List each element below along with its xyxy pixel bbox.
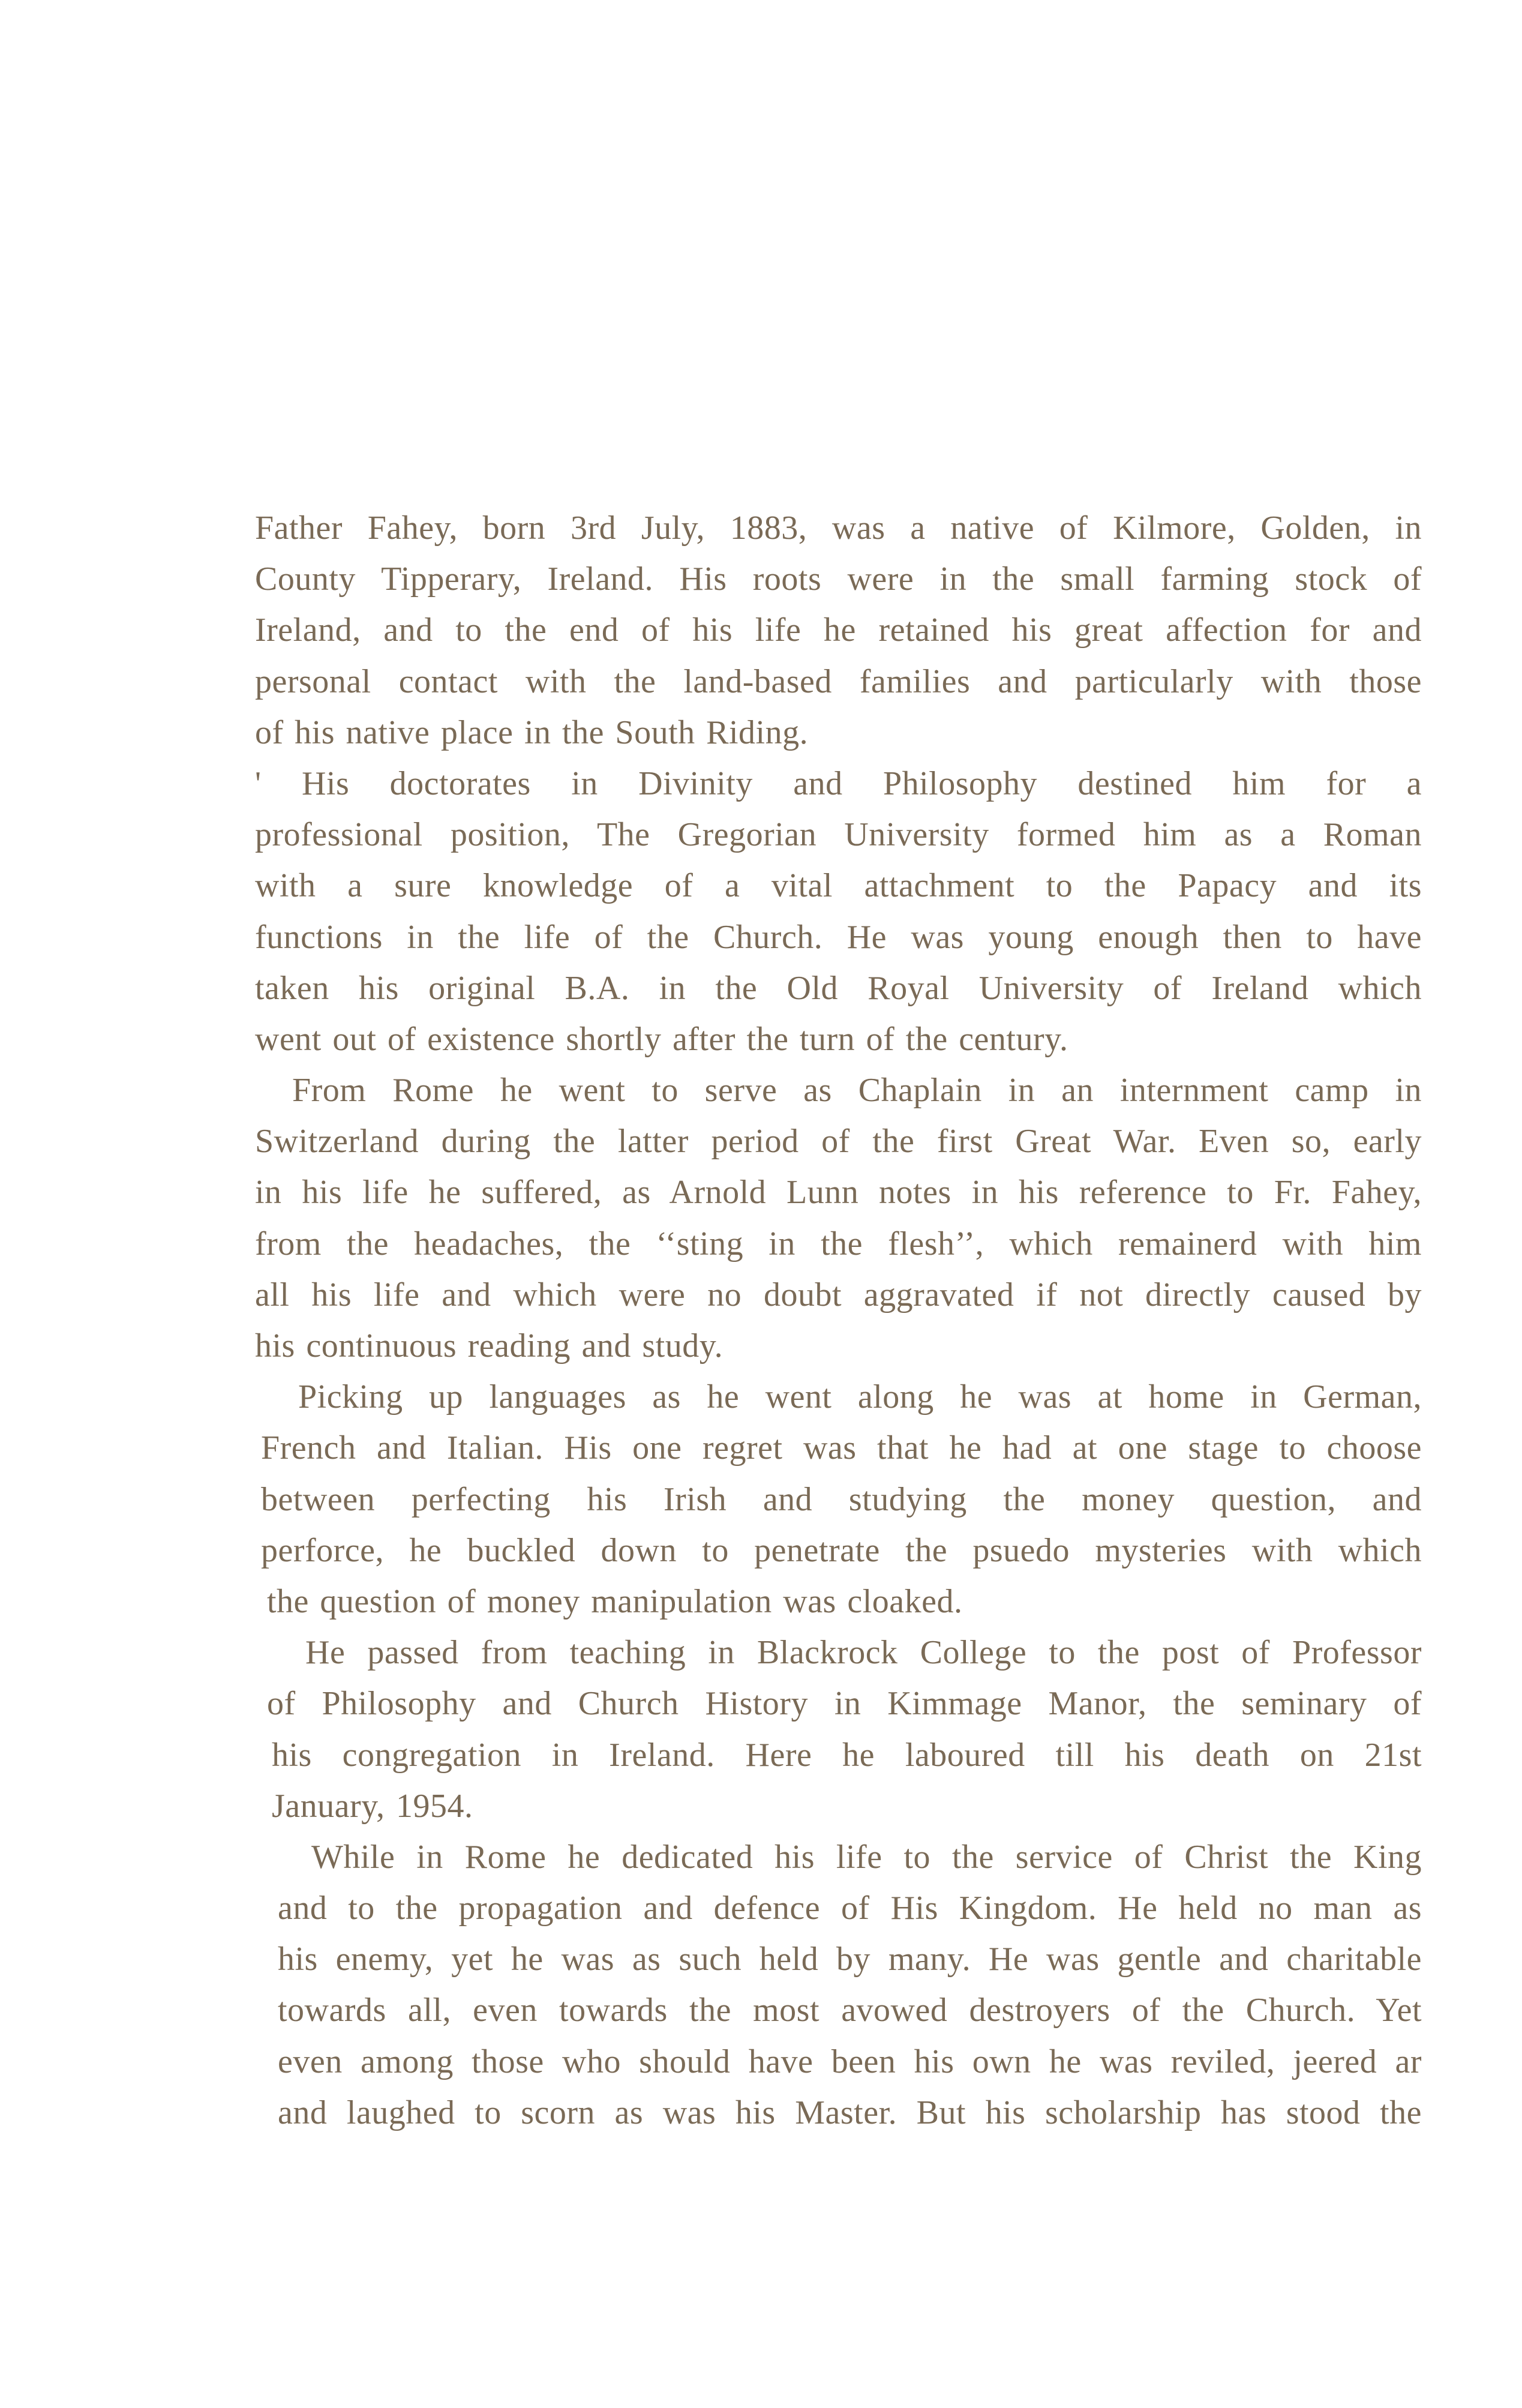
text-line: his continuous reading and study.	[255, 1327, 724, 1365]
text-line: Switzerland during the latter period of the first Great War. Even so, early	[255, 1123, 1422, 1160]
text-line: towards all, even towards the most avowed destroyers of the Church. Yet	[278, 1992, 1422, 2029]
text-line: went out of existence shortly after the turn of the century.	[255, 1020, 1068, 1058]
text-line: County Tipperary, Ireland. His roots were in the small farming stock of	[255, 560, 1422, 598]
text-line: French and Italian. His one regret was that he had at one stage to choose	[261, 1429, 1422, 1467]
text-line: of his native place in the South Riding.	[255, 713, 809, 751]
text-line: functions in the life of the Church. He was young enough then to have	[255, 918, 1422, 956]
text-line: his enemy, yet he was as such held by many. He was gentle and charitable	[278, 1941, 1422, 1978]
text-line: From Rome he went to serve as Chaplain in an internment camp in	[292, 1072, 1422, 1109]
text-line: ' His doctorates in Divinity and Philosophy destined him for a	[255, 764, 1422, 802]
text-line: in his life he suffered, as Arnold Lunn notes in his reference to Fr. Fahey,	[255, 1174, 1422, 1212]
body-text	[255, 503, 1422, 2139]
text-line: While in Rome he dedicated his life to the service of Christ the King	[311, 1838, 1422, 1876]
text-line: the question of money manipulation was cloaked.	[267, 1582, 963, 1620]
text-line: Ireland, and to the end of his life he retained his great affection for and	[255, 611, 1422, 649]
text-line: professional position, The Gregorian University formed him as a Roman	[255, 816, 1422, 854]
text-line: with a sure knowledge of a vital attachment to the Papacy and its	[255, 867, 1422, 905]
text-line: and laughed to scorn as was his Master. But his scholarship has stood the	[278, 2094, 1422, 2131]
text-line: Father Fahey, born 3rd July, 1883, was a native of Kilmore, Golden, in	[255, 509, 1422, 547]
text-line: between perfecting his Irish and studying the money question, and	[261, 1480, 1422, 1518]
text-line: personal contact with the land-based families and particularly with those	[255, 662, 1422, 700]
text-line: of Philosophy and Church History in Kimmage Manor, the seminary of	[267, 1685, 1422, 1723]
text-line: from the headaches, the ‘‘sting in the flesh’’, which remainerd with him	[255, 1225, 1422, 1263]
text-line: his congregation in Ireland. Here he laboured till his death on 21st	[272, 1736, 1422, 1774]
text-line: January, 1954.	[272, 1787, 473, 1825]
text-line: Picking up languages as he went along he was at home in German,	[298, 1378, 1422, 1416]
text-line: taken his original B.A. in the Old Royal University of Ireland which	[255, 969, 1422, 1007]
text-line: perforce, he buckled down to penetrate the psuedo mysteries with which	[261, 1531, 1422, 1569]
text-line: all his life and which were no doubt aggravated if not directly caused by	[255, 1276, 1422, 1314]
text-line: even among those who should have been his own he was reviled, jeered ar	[278, 2043, 1422, 2080]
text-line: He passed from teaching in Blackrock College to the post of Professor	[305, 1634, 1422, 1672]
text-line: and to the propagation and defence of His Kingdom. He held no man as	[278, 1890, 1422, 1927]
